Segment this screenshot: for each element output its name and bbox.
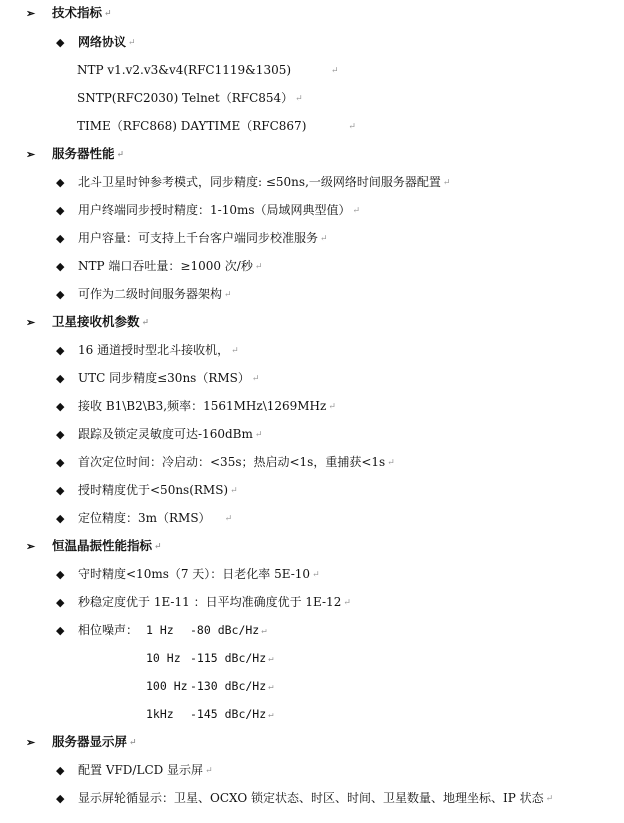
list-item-text: 定位精度：3m（RMS） — [78, 511, 211, 525]
section-heading — [26, 538, 162, 554]
diamond-bullet-icon: ◆ — [56, 764, 65, 777]
phase-noise-freq: 1kHz — [146, 707, 174, 721]
subsection-title: 网络协议 — [78, 35, 127, 49]
diamond-bullet-icon: ◆ — [56, 568, 65, 581]
arrow-bullet-icon: ➢ — [26, 540, 36, 553]
section-title: 服务器性能 — [52, 146, 115, 161]
section-heading — [26, 734, 137, 750]
list-item-text: 秒稳定度优于 1E-11 ：日平均准确度优于 1E-12 — [78, 595, 342, 609]
phase-noise-freq: 1 Hz — [146, 623, 174, 637]
phase-noise-value: -130 dBc/Hz — [190, 679, 267, 693]
paragraph-mark-icon: ↵ — [251, 374, 260, 384]
arrow-bullet-icon: ➢ — [26, 316, 36, 329]
arrow-bullet-icon: ➢ — [26, 7, 36, 20]
section-title: 技术指标 — [52, 5, 103, 20]
phase-noise-value: -80 dBc/Hz — [190, 623, 260, 637]
list-item — [56, 370, 259, 386]
list-item-text: 守时精度<10ms（7 天）：日老化率 5E-10 — [78, 567, 311, 581]
paragraph-mark-icon: ↵ — [261, 626, 267, 636]
diamond-bullet-icon: ◆ — [56, 232, 65, 245]
phase-noise-label: 相位噪声： — [78, 623, 139, 637]
list-item-text: 跟踪及锁定灵敏度可达-160dBm — [78, 427, 253, 441]
list-item — [56, 510, 232, 526]
list-item — [56, 762, 213, 778]
phase-noise-row — [146, 678, 274, 694]
list-item-text: 显示屏轮循显示：卫星、OCXO 锁定状态、时区、时间、卫星数量、地理坐标、IP 状态 — [78, 791, 544, 805]
phase-noise-value: -115 dBc/Hz — [190, 651, 267, 665]
phase-noise-row — [146, 650, 274, 666]
paragraph-mark-icon: ↵ — [224, 514, 233, 524]
list-item — [56, 398, 336, 414]
list-item-text: 授时精度优于<50ns(RMS) — [78, 483, 229, 497]
protocol-text: NTP v1.v2.v3&v4(RFC1119&1305) — [77, 63, 292, 77]
paragraph-mark-icon: ↵ — [268, 682, 274, 692]
list-item-text: 可作为二级时间服务器架构 — [78, 287, 223, 301]
list-item-text: 用户终端同步授时精度：1-10ms（局域网典型值） — [78, 203, 351, 217]
list-item-text: 首次定位时间：冷启动：<35s；热启动<1s，重捕获<1s — [78, 455, 386, 469]
diamond-bullet-icon: ◆ — [56, 400, 65, 413]
list-item — [56, 342, 239, 358]
arrow-bullet-icon: ➢ — [26, 736, 36, 749]
section-heading — [26, 5, 112, 21]
list-item — [56, 594, 351, 610]
paragraph-mark-icon: ↵ — [129, 738, 137, 748]
list-item-text: 配置 VFD/LCD 显示屏 — [78, 763, 204, 777]
protocol-text: TIME（RFC868) DAYTIME（RFC867) — [77, 119, 307, 133]
paragraph-mark-icon: ↵ — [128, 38, 136, 48]
arrow-bullet-icon: ➢ — [26, 148, 36, 161]
list-item — [56, 622, 138, 638]
paragraph-mark-icon: ↵ — [295, 94, 303, 104]
paragraph-mark-icon: ↵ — [268, 654, 274, 664]
paragraph-mark-icon: ↵ — [545, 794, 554, 804]
phase-noise-value: -145 dBc/Hz — [190, 707, 267, 721]
paragraph-mark-icon: ↵ — [254, 262, 263, 272]
paragraph-mark-icon: ↵ — [320, 234, 328, 244]
diamond-bullet-icon: ◆ — [56, 428, 65, 441]
paragraph-mark-icon: ↵ — [224, 290, 232, 300]
diamond-bullet-icon: ◆ — [56, 204, 65, 217]
section-heading — [26, 146, 124, 162]
paragraph-mark-icon: ↵ — [230, 486, 238, 496]
list-item-text: NTP 端口吞吐量：≥1000 次/秒 — [78, 259, 253, 273]
list-item — [56, 230, 328, 246]
protocol-line — [77, 90, 303, 106]
paragraph-mark-icon: ↵ — [231, 346, 239, 356]
phase-noise-row — [146, 622, 267, 638]
diamond-bullet-icon: ◆ — [56, 372, 65, 385]
subsection-heading — [56, 34, 136, 50]
paragraph-mark-icon: ↵ — [442, 178, 451, 188]
section-heading — [26, 314, 149, 330]
section-title: 服务器显示屏 — [52, 734, 128, 749]
diamond-bullet-icon: ◆ — [56, 484, 65, 497]
phase-noise-row — [146, 706, 274, 722]
paragraph-mark-icon: ↵ — [141, 318, 150, 328]
list-item — [56, 174, 450, 190]
phase-noise-freq: 10 Hz — [146, 651, 181, 665]
list-item — [56, 286, 232, 302]
paragraph-mark-icon: ↵ — [387, 458, 395, 468]
paragraph-mark-icon: ↵ — [328, 402, 336, 412]
list-item-text: 用户容量：可支持上千台客户端同步校准服务 — [78, 231, 319, 245]
phase-noise-freq: 100 Hz — [146, 679, 188, 693]
paragraph-mark-icon: ↵ — [331, 66, 339, 76]
list-item-text: 接收 B1\B2\B3,频率：1561MHz\1269MHz — [78, 399, 327, 413]
list-item — [56, 202, 360, 218]
paragraph-mark-icon: ↵ — [254, 430, 263, 440]
paragraph-mark-icon: ↵ — [104, 9, 112, 19]
diamond-bullet-icon: ◆ — [56, 624, 65, 637]
paragraph-mark-icon: ↵ — [352, 206, 361, 216]
list-item — [56, 454, 395, 470]
list-item-text: UTC 同步精度≤30ns（RMS） — [78, 371, 250, 385]
protocol-line — [77, 118, 356, 134]
diamond-bullet-icon: ◆ — [56, 344, 65, 357]
paragraph-mark-icon: ↵ — [343, 598, 351, 608]
diamond-bullet-icon: ◆ — [56, 260, 65, 273]
paragraph-mark-icon: ↵ — [116, 150, 125, 160]
section-title: 卫星接收机参数 — [52, 314, 140, 329]
diamond-bullet-icon: ◆ — [56, 36, 65, 49]
list-item — [56, 482, 238, 498]
section-title: 恒温晶振性能指标 — [52, 538, 153, 553]
diamond-bullet-icon: ◆ — [56, 512, 65, 525]
list-item-text: 16 通道授时型北斗接收机， — [78, 343, 230, 357]
list-item — [56, 258, 262, 274]
diamond-bullet-icon: ◆ — [56, 456, 65, 469]
diamond-bullet-icon: ◆ — [56, 176, 65, 189]
paragraph-mark-icon: ↵ — [348, 122, 356, 132]
diamond-bullet-icon: ◆ — [56, 596, 65, 609]
paragraph-mark-icon: ↵ — [205, 766, 213, 776]
paragraph-mark-icon: ↵ — [312, 570, 320, 580]
diamond-bullet-icon: ◆ — [56, 288, 65, 301]
list-item — [56, 790, 553, 806]
protocol-line — [77, 62, 339, 78]
list-item — [56, 566, 320, 582]
paragraph-mark-icon: ↵ — [154, 542, 162, 552]
list-item-text: 北斗卫星时钟参考模式，同步精度: ≤50ns,一级网络时间服务器配置 — [78, 175, 441, 189]
paragraph-mark-icon: ↵ — [268, 710, 274, 720]
protocol-text: SNTP(RFC2030) Telnet（RFC854） — [77, 91, 294, 105]
diamond-bullet-icon: ◆ — [56, 792, 65, 805]
list-item — [56, 426, 262, 442]
